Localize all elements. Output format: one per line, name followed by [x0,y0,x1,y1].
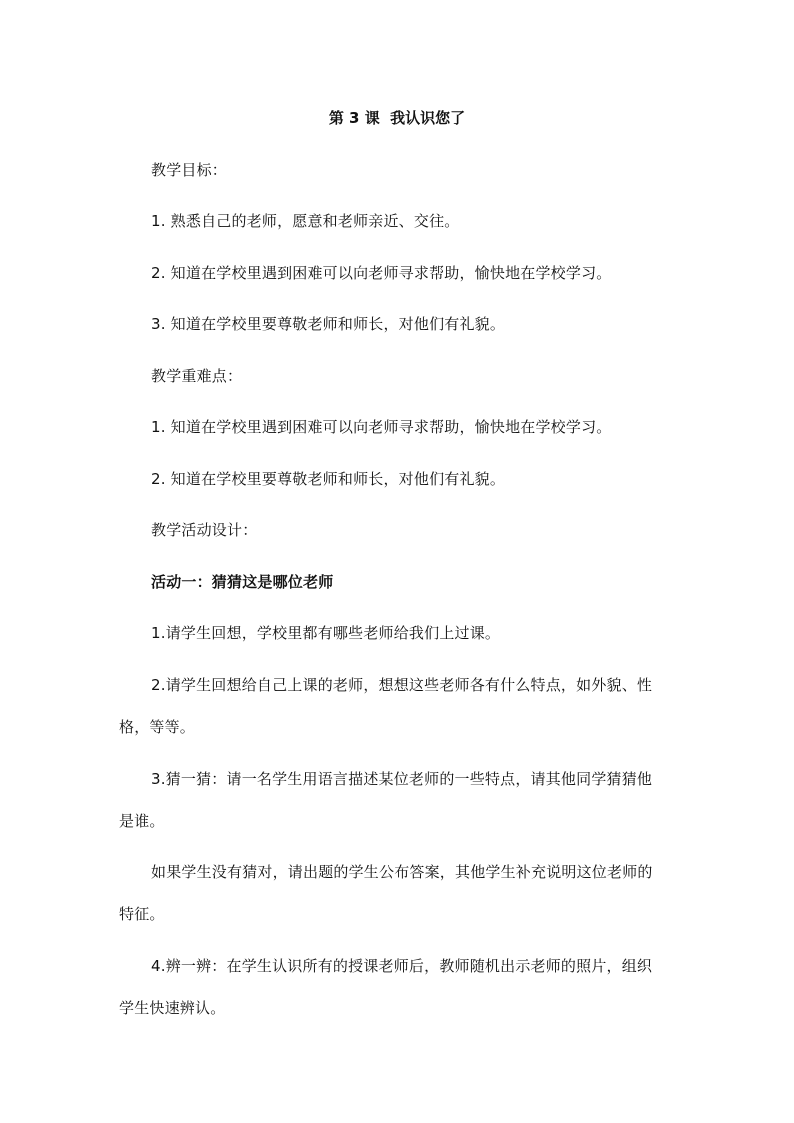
goal-item-1: 1. 熟悉自己的老师，愿意和老师亲近、交往。 [151,212,460,230]
lesson-title: 第 3 课 我认识您了 [328,109,466,127]
activity-design-heading: 教学活动设计： [151,521,258,539]
key-points-heading: 教学重难点： [151,367,243,385]
activity1-heading: 活动一：猜猜这是哪位老师 [151,573,334,591]
activity1-step-2-line1: 2.请学生回想给自己上课的老师，想想这些老师各有什么特点，如外貌、性 [151,676,653,694]
activity1-note-line2: 特征。 [119,905,165,923]
activity1-note-line1: 如果学生没有猜对，请出题的学生公布答案，其他学生补充说明这位老师的 [151,863,653,881]
key-point-item-1: 1. 知道在学校里遇到困难可以向老师寻求帮助，愉快地在学校学习。 [151,418,612,436]
activity1-step-4-line2: 学生快速辨认。 [119,999,226,1017]
goal-item-3: 3. 知道在学校里要尊敬老师和师长，对他们有礼貌。 [151,315,506,333]
activity1-step-4-line1: 4.辨一辨：在学生认识所有的授课老师后，教师随机出示老师的照片，组织 [151,957,653,975]
activity1-step-1: 1.请学生回想，学校里都有哪些老师给我们上过课。 [151,624,501,642]
goals-heading: 教学目标： [151,161,228,179]
key-point-item-2: 2. 知道在学校里要尊敬老师和师长，对他们有礼貌。 [151,470,506,488]
activity1-step-3-line2: 是谁。 [119,812,165,830]
activity1-step-3-line1: 3.猜一猜：请一名学生用语言描述某位老师的一些特点，请其他同学猜猜他 [151,770,653,788]
activity1-step-2-line2: 格，等等。 [119,718,196,736]
goal-item-2: 2. 知道在学校里遇到困难可以向老师寻求帮助，愉快地在学校学习。 [151,264,612,282]
